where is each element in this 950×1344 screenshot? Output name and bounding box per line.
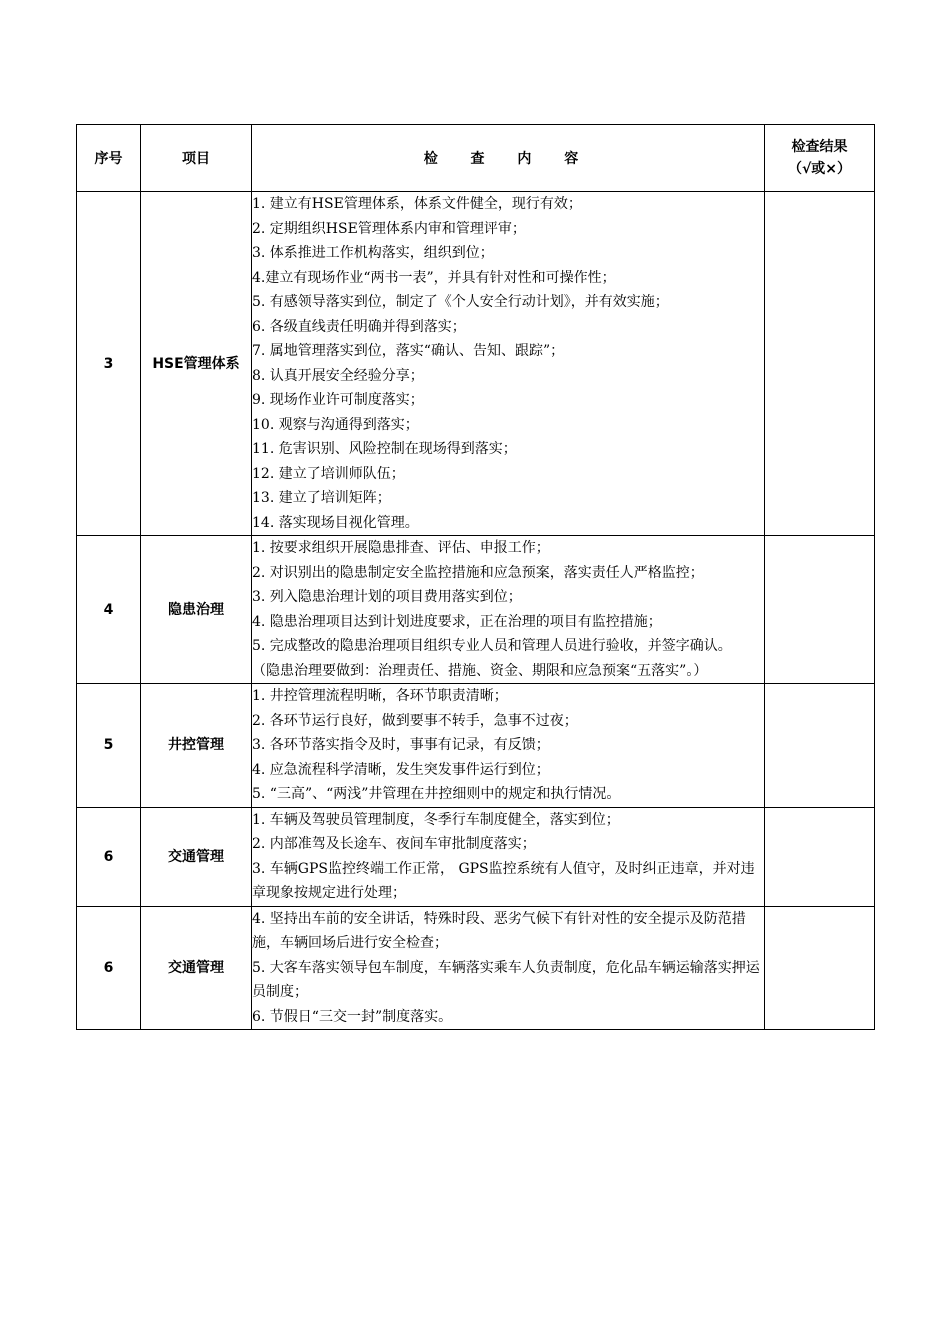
header-result-hint: （√或×） — [787, 161, 852, 177]
table-row — [77, 906, 875, 1030]
content-line: 1. 车辆及驾驶员管理制度，冬季行车制度健全，落实到位； — [252, 811, 620, 828]
table-row — [77, 192, 875, 536]
table-row — [77, 684, 875, 808]
content-line: 4.建立有现场作业“两书一表”，并具有针对性和可操作性； — [252, 269, 616, 286]
content-line: 2. 定期组织HSE管理体系内审和管理评审； — [252, 220, 526, 237]
result-cell[interactable] — [765, 536, 875, 684]
content-line: 6. 节假日“三交一封”制度落实。 — [252, 1008, 453, 1025]
content-line: 3. 车辆GPS监控终端工作正常， GPS监控系统有人值守，及时纠正违章，并对违章现象按规定进行处理； — [252, 860, 755, 901]
content-line: 4. 隐患治理项目达到计划进度要求，正在治理的项目有监控措施； — [252, 613, 662, 630]
row-item: 井控管理 — [141, 684, 252, 808]
content-line: 8. 认真开展安全经验分享； — [252, 367, 424, 384]
row-number: 6 — [77, 807, 141, 906]
content-line: 2. 内部准驾及长途车、夜间车审批制度落实； — [252, 836, 536, 852]
content-line: 6. 各级直线责任明确并得到落实； — [252, 318, 466, 335]
header-content: 检 查 内 容 — [252, 125, 765, 192]
inspection-table — [76, 124, 875, 1030]
content-line: 9. 现场作业许可制度落实； — [252, 392, 424, 408]
header-result-title: 检查结果 — [791, 139, 848, 155]
content-line: 2. 对识别出的隐患制定安全监控措施和应急预案，落实责任人严格监控； — [252, 564, 704, 581]
result-cell[interactable] — [765, 807, 875, 906]
row-item: HSE管理体系 — [141, 192, 252, 536]
content-line: 3. 体系推进工作机构落实，组织到位； — [252, 245, 494, 261]
row-content — [252, 536, 765, 684]
header-no: 序号 — [77, 125, 141, 192]
row-number: 6 — [77, 906, 141, 1030]
content-line: 10. 观察与沟通得到落实； — [252, 416, 419, 433]
row-item: 隐患治理 — [141, 536, 252, 684]
result-cell[interactable] — [765, 906, 875, 1030]
result-cell[interactable] — [765, 192, 875, 536]
row-item: 交通管理 — [141, 807, 252, 906]
content-line: 4. 应急流程科学清晰，发生突发事件运行到位； — [252, 761, 550, 778]
result-cell[interactable] — [765, 684, 875, 808]
row-number: 4 — [77, 536, 141, 684]
content-line: 3. 列入隐患治理计划的项目费用落实到位； — [252, 589, 522, 605]
content-line: 14. 落实现场目视化管理。 — [252, 514, 419, 531]
content-line: （隐患治理要做到：治理责任、措施、资金、期限和应急预案“五落实”。） — [252, 662, 708, 679]
content-line: 3. 各环节落实指令及时，事事有记录，有反馈； — [252, 737, 550, 753]
table-row — [77, 807, 875, 906]
header-item: 项目 — [141, 125, 252, 192]
content-line: 5. 完成整改的隐患治理项目组织专业人员和管理人员进行验收，并签字确认。 — [252, 638, 732, 654]
content-line: 4. 坚持出车前的安全讲话，特殊时段、恶劣气候下有针对性的安全提示及防范措施，车辆回场后进行安全检查； — [252, 910, 746, 951]
row-content — [252, 906, 765, 1030]
row-content — [252, 192, 765, 536]
content-line: 2. 各环节运行良好，做到要事不转手，急事不过夜； — [252, 712, 578, 729]
content-line: 7. 属地管理落实到位，落实“确认、告知、跟踪”； — [252, 343, 565, 359]
content-line: 5. 有感领导落实到位，制定了《个人安全行动计划》，并有效实施； — [252, 294, 669, 310]
content-line: 1. 建立有HSE管理体系，体系文件健全，现行有效； — [252, 196, 582, 212]
content-line: 11. 危害识别、风险控制在现场得到落实； — [252, 441, 517, 457]
row-item: 交通管理 — [141, 906, 252, 1030]
content-line: 13. 建立了培训矩阵； — [252, 490, 391, 506]
row-number: 3 — [77, 192, 141, 536]
header-row — [77, 125, 875, 192]
content-line: 5. 大客车落实领导包车制度，车辆落实乘车人负责制度，危化品车辆运输落实押运员制度； — [252, 959, 760, 1000]
header-result — [765, 125, 875, 192]
row-content — [252, 684, 765, 808]
row-number: 5 — [77, 684, 141, 808]
content-line: 1. 井控管理流程明晰，各环节职责清晰； — [252, 688, 508, 704]
table-row — [77, 536, 875, 684]
row-content — [252, 807, 765, 906]
content-line: 12. 建立了培训师队伍； — [252, 465, 405, 482]
content-line: 1. 按要求组织开展隐患排查、评估、申报工作； — [252, 540, 550, 556]
content-line: 5. “三高”、“两浅”井管理在井控细则中的规定和执行情况。 — [252, 786, 621, 802]
table-body — [77, 192, 875, 1030]
